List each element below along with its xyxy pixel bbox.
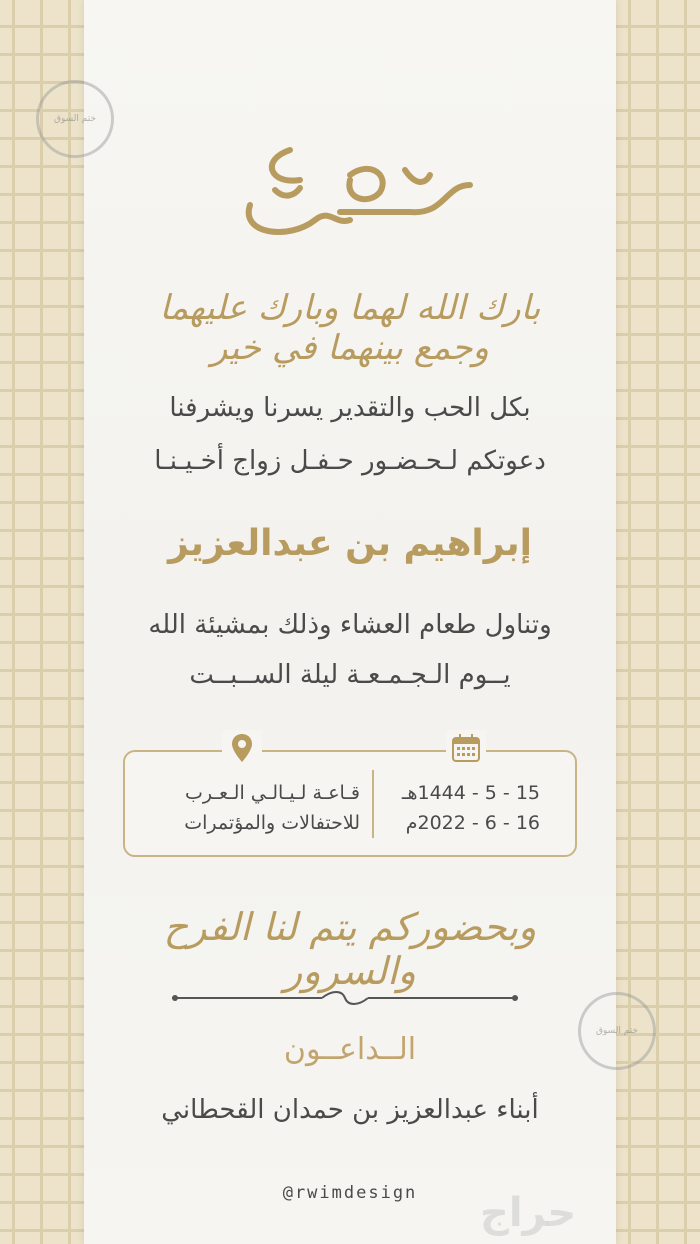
venue-subtitle: للاحتفالات والمؤتمرات bbox=[184, 812, 360, 834]
day-line: يــوم الـجـمـعـة ليلة الســبــت bbox=[189, 660, 511, 690]
ornamental-divider bbox=[172, 988, 518, 1012]
hosts-names: أبناء عبدالعزيز بن حمدان القحطاني bbox=[161, 1095, 539, 1125]
venue-name: قـاعـة لـيـالـي الـعـرب bbox=[185, 782, 360, 804]
blessing-calligraphy: بارك الله لهما وبارك عليهما وجمع بينهما في خير bbox=[159, 288, 541, 368]
left-pattern-border bbox=[0, 0, 84, 1244]
invitation-title-calligraphy bbox=[230, 130, 480, 249]
stamp-text: ختم السوق bbox=[53, 113, 97, 124]
closing-calligraphy: وبحضوركم يتم لنا الفرح والسرور bbox=[163, 905, 537, 993]
groom-name: إبراهيم بن عبدالعزيز bbox=[167, 523, 533, 564]
hijri-date: 15 - 5 - 1444هـ bbox=[401, 782, 540, 804]
market-stamp-top bbox=[36, 80, 114, 158]
details-divider bbox=[372, 770, 374, 838]
dinner-line: وتناول طعام العشاء وذلك بمشيئة الله bbox=[148, 610, 552, 640]
location-pin-icon bbox=[222, 730, 262, 766]
intro-line-1: بكل الحب والتقدير يسرنا ويشرفنا bbox=[169, 393, 531, 423]
watermark-logo: حراج bbox=[480, 1190, 577, 1236]
designer-handle: @rwimdesign bbox=[282, 1183, 418, 1203]
intro-line-2: دعوتكم لـحـضـور حـفـل زواج أخـيـنـا bbox=[154, 446, 546, 476]
hosts-title: الــداعــون bbox=[283, 1032, 417, 1067]
market-stamp-bottom bbox=[578, 992, 656, 1070]
calendar-icon bbox=[446, 730, 486, 766]
title-text: دعوة bbox=[352, 189, 358, 191]
gregorian-date: 16 - 6 - 2022م bbox=[405, 812, 540, 834]
stamp-text: ختم السوق bbox=[595, 1025, 639, 1036]
